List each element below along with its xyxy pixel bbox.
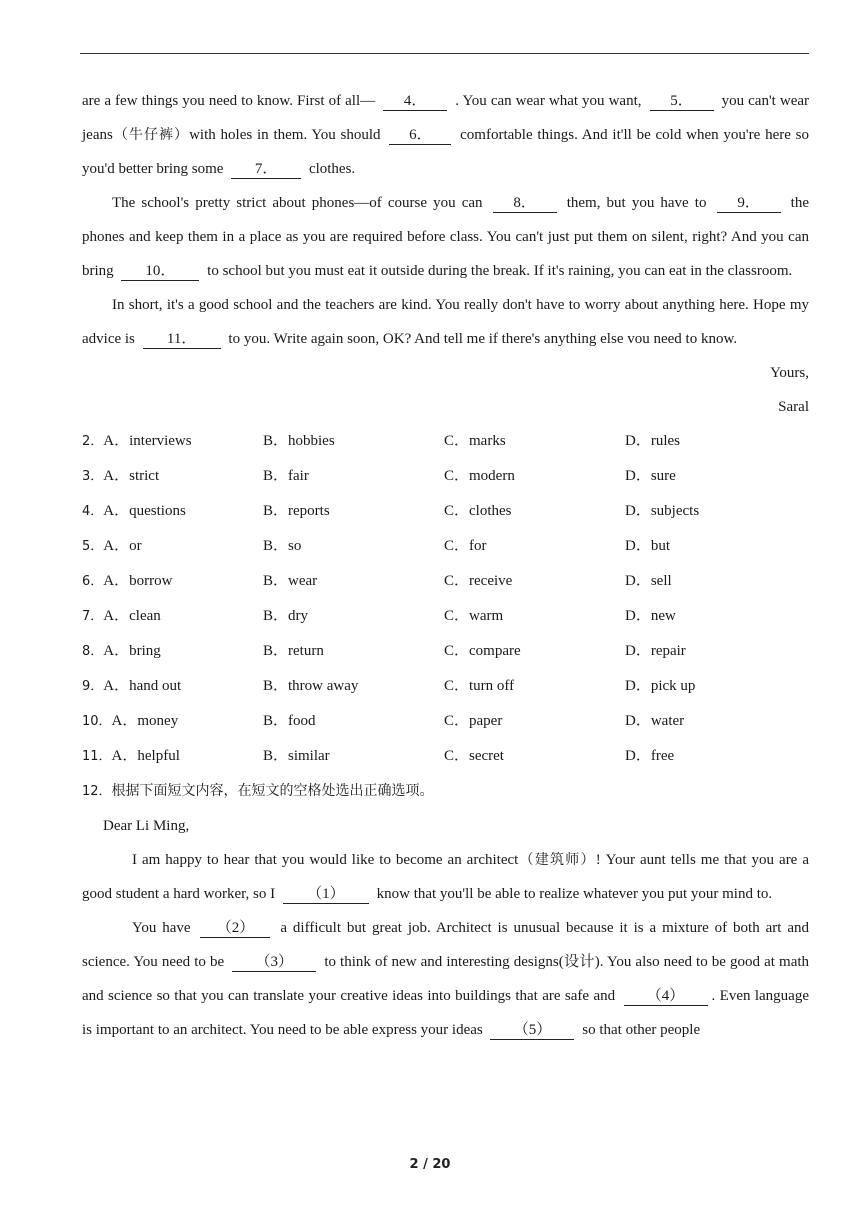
option-a[interactable]: A．hand out (103, 678, 182, 694)
letter-closing: Yours, (770, 365, 809, 381)
blank-11: 11． (143, 331, 221, 349)
passage-para-1 (82, 84, 809, 186)
letter-para-2 (82, 911, 809, 1047)
text: wear jeans (82, 93, 810, 143)
option-c[interactable]: C．clothes (444, 503, 512, 519)
question-number: 2． (82, 434, 104, 449)
option-b[interactable]: B．return (263, 643, 324, 659)
text: a difficult but great job. Architect is unusual because it is a mixture of both art and science. You need to be (82, 920, 809, 970)
text: so that other people (582, 1022, 701, 1038)
question-number: 8． (82, 644, 104, 659)
blank-9: 9． (717, 195, 781, 213)
text: with holes in them. You should (189, 127, 381, 143)
option-c[interactable]: C．turn off (444, 678, 515, 694)
question-number: 3． (82, 469, 104, 484)
option-row-2 (82, 424, 809, 459)
blank-5: （5） (490, 1022, 574, 1040)
letter-greeting: Dear Li Ming, (103, 818, 190, 834)
option-b[interactable]: B．reports (263, 503, 330, 519)
option-b[interactable]: B．similar (263, 748, 330, 764)
option-d[interactable]: D．repair (625, 643, 686, 659)
option-row-6 (82, 564, 809, 599)
option-c[interactable]: C．compare (444, 643, 521, 659)
question-number: 4． (82, 504, 104, 519)
option-d[interactable]: D．sell (625, 573, 672, 589)
text: clothes. (308, 161, 356, 177)
blank-1: （1） (283, 886, 369, 904)
passage-para-3 (82, 288, 809, 356)
text: the phones and keep them in a place as you are required before class. You can't just put them on silent, right? And you can bring (82, 195, 809, 279)
option-row-11 (82, 739, 809, 774)
text: to think of new and interesting designs(设计). You also need to be good at math and science so that you can translate your creative ideas into buildings that are safe and (82, 954, 810, 1004)
option-d[interactable]: D．new (625, 608, 676, 624)
option-row-7 (82, 599, 809, 634)
option-a[interactable]: A．clean (103, 608, 161, 624)
option-a[interactable]: A．borrow (103, 573, 173, 589)
option-d[interactable]: D．sure (625, 468, 676, 484)
blank-7: 7． (231, 161, 301, 179)
blank-6: 6． (389, 127, 451, 145)
text: The school's pretty strict about phones—of course you can (112, 195, 483, 211)
option-a[interactable]: A．bring (103, 643, 161, 659)
question-number: 6． (82, 574, 104, 589)
letter-para-1 (82, 843, 809, 911)
text: are a few things you need to know. First of all— (82, 93, 376, 109)
option-b[interactable]: B．hobbies (263, 433, 335, 449)
question-number: 10． (82, 714, 112, 729)
blank-2: （2） (200, 920, 270, 938)
blank-4: 4． (383, 93, 447, 111)
blank-3: （3） (232, 954, 316, 972)
blank-10: 10． (121, 263, 199, 281)
question-number: 5． (82, 539, 104, 554)
option-c[interactable]: C．secret (444, 748, 504, 764)
option-b[interactable]: B．wear (263, 573, 318, 589)
option-c[interactable]: C．modern (444, 468, 515, 484)
option-c[interactable]: C．receive (444, 573, 513, 589)
text: In short, it's a good school and the teachers are kind. You really don't have to worry about anything here. Hope my advice is (82, 297, 809, 347)
option-a[interactable]: A．or (103, 538, 142, 554)
option-c[interactable]: C．warm (444, 608, 504, 624)
options-list (82, 424, 809, 774)
text: I am happy to hear that you would like to become an architect (132, 852, 519, 868)
text: ! Your aunt tells me that you are a good student a hard worker, so I (82, 852, 809, 902)
question-number: 11． (82, 749, 112, 764)
text: to you. Write again soon, OK? And tell me if there's anything else vou need to know. (228, 331, 738, 347)
question-number: 12． (82, 784, 112, 799)
blank-8: 8． (493, 195, 557, 213)
text: to school but you must eat it outside during the break. If it's raining, you can eat in the classroom. (207, 263, 793, 279)
option-c[interactable]: C．paper (444, 713, 503, 729)
option-d[interactable]: D．rules (625, 433, 680, 449)
text: comfortable things. And it'll be cold when you're (460, 127, 761, 143)
option-row-3 (82, 459, 809, 494)
text: . Even language is important to an architect. You need to be able express your ideas (82, 988, 810, 1038)
option-row-4 (82, 494, 809, 529)
option-a[interactable]: A．helpful (111, 748, 180, 764)
option-b[interactable]: B．so (263, 538, 302, 554)
option-a[interactable]: A．strict (103, 468, 160, 484)
header-rule (80, 53, 809, 54)
option-row-10 (82, 704, 809, 739)
option-row-9 (82, 669, 809, 704)
option-a[interactable]: A．questions (103, 503, 186, 519)
question-number: 9． (82, 679, 104, 694)
blank-5: 5． (650, 93, 714, 111)
question-number: 7． (82, 609, 104, 624)
text: here so you'd better bring some (82, 127, 810, 177)
option-row-5 (82, 529, 809, 564)
page-number: 2 / 20 (409, 1157, 451, 1172)
option-b[interactable]: B．food (263, 713, 316, 729)
option-d[interactable]: D．free (625, 748, 675, 764)
blank-4: （4） (624, 988, 708, 1006)
question-12-header (82, 774, 809, 809)
letter-signature: Saral (778, 399, 809, 415)
option-d[interactable]: D．water (625, 713, 685, 729)
text: You have (132, 920, 191, 936)
option-d[interactable]: D．pick up (625, 678, 696, 694)
text: （牛仔裤） (112, 127, 190, 143)
option-a[interactable]: A．money (111, 713, 179, 729)
text: you can't (721, 93, 776, 109)
option-b[interactable]: B．throw away (263, 678, 359, 694)
page-content (82, 84, 809, 1047)
option-c[interactable]: C．marks (444, 433, 506, 449)
option-d[interactable]: D．subjects (625, 503, 700, 519)
passage-para-2 (82, 186, 809, 288)
option-b[interactable]: B．fair (263, 468, 309, 484)
option-b[interactable]: B．dry (263, 608, 309, 624)
option-row-8 (82, 634, 809, 669)
question-instruction: 根据下面短文内容，在短文的空格处选出正确选项。 (111, 783, 434, 799)
text: them, but you have to (566, 195, 707, 211)
text: . You can wear what you want, (455, 93, 642, 109)
option-c[interactable]: C．for (444, 538, 487, 554)
text: know that you'll be able to realize whatever you put your mind to. (376, 886, 773, 902)
text: （建筑师） (518, 852, 596, 868)
option-a[interactable]: A．interviews (103, 433, 192, 449)
option-d[interactable]: D．but (625, 538, 671, 554)
